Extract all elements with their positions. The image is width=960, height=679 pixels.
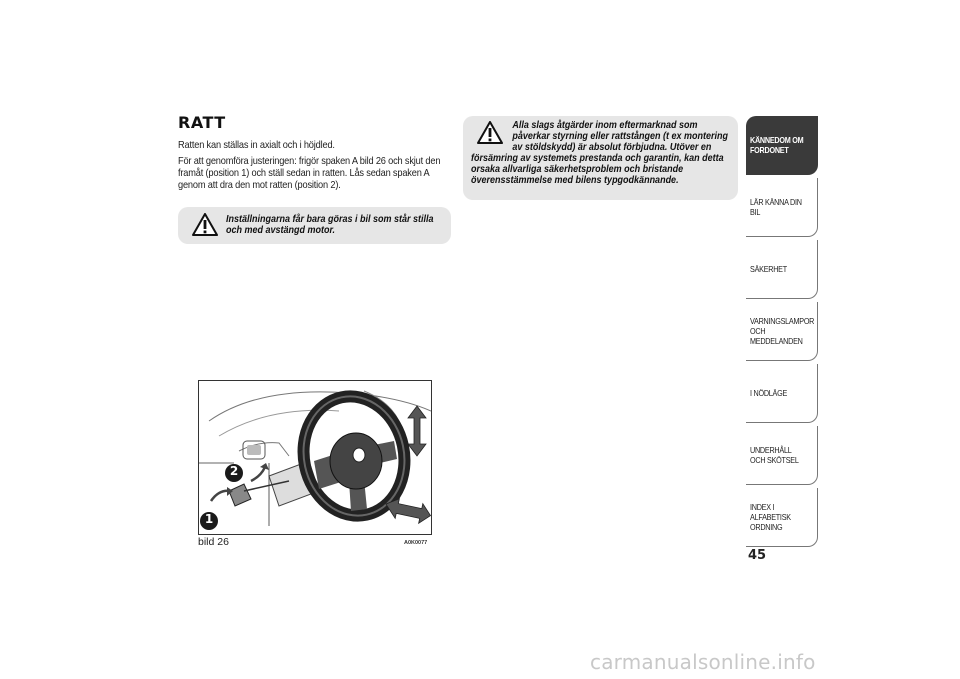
- warning-text-aftermarket-part2: försämring av systemets prestanda och garantin, kan detta orsaka allvarliga säkerhetsproblem och bristande överensstämmelse med bilens typgodkännande.: [471, 153, 724, 186]
- callout-1: 1: [204, 512, 214, 526]
- warning-box-aftermarket: [463, 116, 738, 200]
- steering-wheel-illustration: [199, 381, 431, 534]
- intro-paragraph: Ratten kan ställas in axialt och i höjdled.: [178, 139, 335, 151]
- page-number: 45: [748, 548, 767, 563]
- section-heading: RATT: [178, 113, 226, 132]
- tab-sakerhet[interactable]: SÄKERHET: [746, 240, 818, 299]
- tab-kannedom-om-fordonet[interactable]: KÄNNEDOM OM FORDONET: [746, 116, 818, 175]
- figure-caption: bild 26: [198, 536, 229, 548]
- tab-varningslampor[interactable]: VARNINGSLAMPOR OCH MEDDELANDEN: [746, 302, 818, 361]
- figure-code: A0K0077: [404, 540, 428, 546]
- warning-text-engine-off: Inställningarna får bara göras i bil som står stilla och med avstängd motor.: [226, 214, 434, 236]
- tab-index[interactable]: INDEX I ALFABETISK ORDNING: [746, 488, 818, 547]
- callout-2: 2: [229, 464, 239, 478]
- steering-wheel-figure: [198, 380, 432, 535]
- warning-text-aftermarket: [471, 120, 732, 186]
- tab-lar-kanna-din-bil[interactable]: LÄR KÄNNA DIN BIL: [746, 178, 818, 237]
- instruction-paragraph: För att genomföra justeringen: frigör spaken A bild 26 och skjut den framåt (position 1) och ställ sedan in ratten. Lås sedan spaken A genom att dra den mot ratten (position 2).: [178, 155, 441, 191]
- tab-i-nodlage[interactable]: I NÖDLÄGE: [746, 364, 818, 423]
- warning-triangle-icon: [192, 213, 218, 236]
- warning-text-aftermarket-part1: Alla slags åtgärder inom eftermarknad som påverkar styrning eller rattstången (t ex montering av stöldskydd) är absolut förbjudna. Utöver en: [512, 120, 728, 153]
- tab-underhall-och-skotsel[interactable]: UNDERHÅLL OCH SKÖTSEL: [746, 426, 818, 485]
- warning-box-engine-off: [178, 207, 451, 244]
- watermark: carmanualsonline.info: [590, 650, 816, 674]
